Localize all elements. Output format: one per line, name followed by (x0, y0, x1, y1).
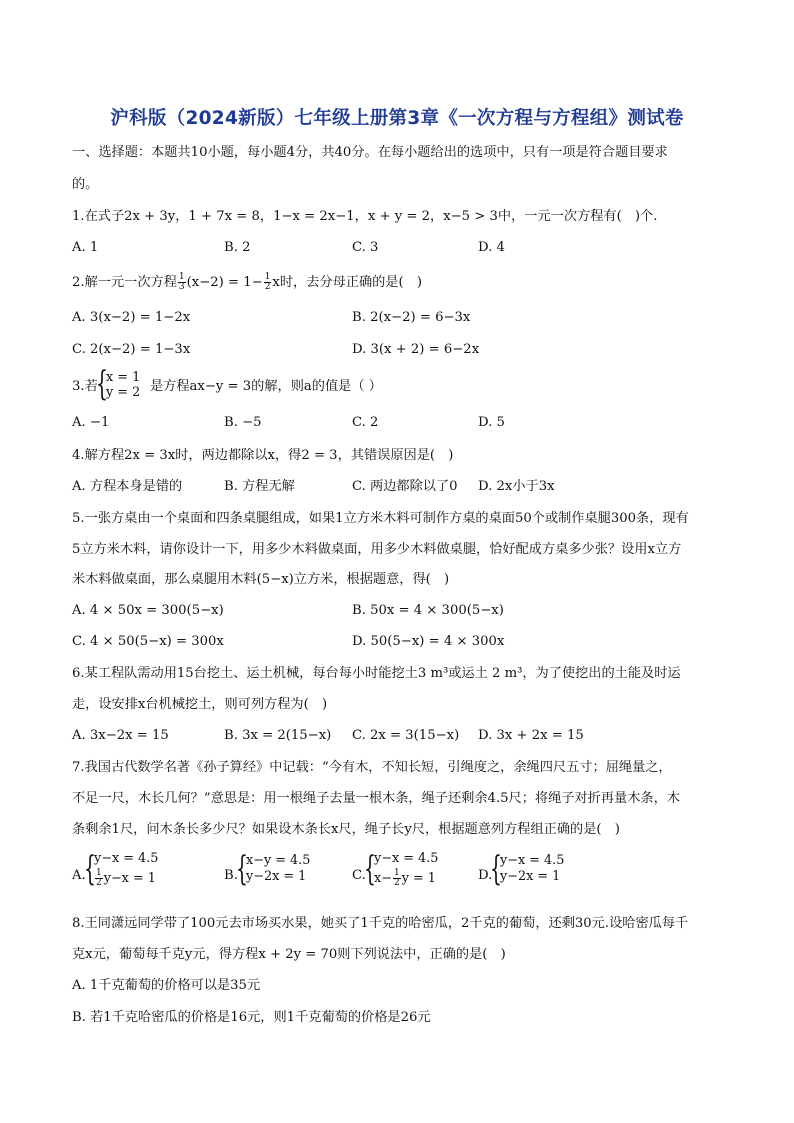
q5-stem-line2: 5立方米木料，请你设计一下，用多少木料做桌面，用多少木料做桌腿，恰好配成方桌多少张？设用x立方 (72, 542, 682, 557)
q7-option-a-row-2-text: y−x = 1 (103, 871, 156, 886)
q3-stem-part-b: 是方程ax−y = 3的解，则a的值是（ ） (150, 379, 382, 394)
q7-option-b-label: B. (224, 868, 238, 883)
q1-stem: 1.在式子2x + 3y，1 + 7x = 8，1−x = 2x−1，x + y = 2，x−5 > 3中，一元一次方程有( )个. (72, 209, 658, 224)
q7-option-d-row-2: y−2x = 1 (500, 869, 561, 884)
q5-option-a: A. 4 × 50x = 300(5−x) (72, 603, 224, 618)
q4-option-b: B. 方程无解 (224, 479, 295, 494)
q7-option-d-row-1: y−x = 4.5 (500, 853, 565, 868)
q8-stem-line1: 8.王同潇远同学带了100元去市场买水果，她买了1千克的哈密瓜，2千克的葡萄，还剩30元.设哈密瓜每千 (72, 916, 689, 931)
q7-option-c-system (364, 850, 464, 890)
q3-system-row-1: x = 1 (106, 370, 141, 385)
q7-option-c-label: C. (352, 868, 366, 883)
q7-stem-line1: 7.我国古代数学名著《孙子算经》中记载：“今有木，不知长短，引绳度之，余绳四尺五寸；屈绳量之， (72, 760, 672, 775)
q7-option-a-fraction-numerator: 1 (96, 868, 102, 878)
q6-option-d: D. 3x + 2x = 15 (478, 728, 584, 743)
q2-fraction-1-denominator: 3 (178, 282, 185, 292)
q5-option-b: B. 50x = 4 × 300(5−x) (352, 603, 504, 618)
q3-option-d: D. 5 (478, 415, 505, 430)
q2-stem (72, 273, 726, 293)
q8-option-a: A. 1千克葡萄的价格可以是35元 (72, 978, 261, 993)
q2-fraction-2 (264, 273, 272, 292)
q7-option-a-row-2 (94, 869, 156, 888)
section-instructions-line1: 一、选择题：本题共10小题，每小题4分，共40分。在每小题给出的选项中，只有一项是符合题目要求 (72, 145, 668, 160)
q7-option-c-fraction-numerator: 1 (393, 868, 400, 878)
q7-option-a-brace: { (84, 849, 96, 889)
q2-stem-part-b: (x−2) = 1− (186, 275, 263, 290)
q7-option-b-brace: { (236, 849, 248, 889)
q7-option-d-system (490, 850, 590, 890)
q4-stem: 4.解方程2x = 3x时，两边都除以x，得2 = 3，其错误原因是( ) (72, 448, 454, 463)
q7-option-b-row-1: x−y = 4.5 (246, 853, 311, 868)
q3-stem-part-a: 3.若 (72, 379, 98, 394)
q1-option-d: D. 4 (478, 240, 505, 255)
q2-stem-part-c: x时，去分母正确的是( ) (272, 275, 423, 290)
q3-option-b: B. −5 (224, 415, 262, 430)
q7-option-c-row-2-part-a: x− (374, 871, 392, 886)
q2-fraction-1-numerator: 1 (178, 272, 185, 282)
page-title: 沪科版（2024新版）七年级上册第3章《一次方程与方程组》测试卷 (110, 108, 684, 129)
q2-fraction-2-denominator: 2 (264, 282, 271, 292)
q7-option-c-fraction (393, 869, 401, 888)
q7-option-a-label: A. (72, 868, 86, 883)
section-instructions-line2: 的。 (72, 177, 99, 192)
q2-fraction-1 (178, 273, 186, 292)
q7-option-b-system (236, 850, 336, 890)
q3-equation-system (96, 364, 156, 404)
q6-stem-line2: 走，设安排x台机械挖土，则可列方程为( ) (72, 697, 328, 712)
q1-option-a: A. 1 (72, 240, 99, 255)
q3-option-a: A. −1 (72, 415, 110, 430)
q2-stem-part-a: 2.解一元一次方程 (72, 275, 177, 290)
q6-option-c: C. 2x = 3(15−x) (352, 728, 460, 743)
q7-option-a-fraction (95, 869, 103, 888)
q8-stem-line2: 克x元，葡萄每千克y元，得方程x + 2y = 70则下列说法中，正确的是( ) (72, 947, 506, 962)
q2-option-a: A. 3(x−2) = 1−2x (72, 310, 191, 325)
q6-stem-line1: 6.某工程队需动用15台挖土、运土机械，每台每小时能挖土3 m³或运土 2 m³，为了使挖出的土能及时运 (72, 666, 681, 681)
q7-option-c-row-1: y−x = 4.5 (374, 851, 439, 866)
q5-option-d: D. 50(5−x) = 4 × 300x (352, 634, 505, 649)
q7-stem-line2: 不足一尺，木长几何？”意思是：用一根绳子去量一根木条，绳子还剩余4.5尺；将绳子对折再量木条，木 (72, 791, 680, 806)
q7-option-c-brace: { (364, 849, 376, 889)
q4-option-a: A. 方程本身是错的 (72, 479, 183, 494)
q2-option-c: C. 2(x−2) = 1−3x (72, 342, 191, 357)
q5-stem-line1: 5.一张方桌由一个桌面和四条桌腿组成，如果1立方米木料可制作方桌的桌面50个或制作桌腿300条，现有 (72, 511, 689, 526)
q3-option-c: C. 2 (352, 415, 379, 430)
q6-option-a: A. 3x−2x = 15 (72, 728, 169, 743)
q7-option-a-row-1: y−x = 4.5 (94, 851, 159, 866)
q7-option-a-system (84, 850, 214, 890)
q2-option-b: B. 2(x−2) = 6−3x (352, 310, 471, 325)
q7-option-a-fraction-denominator: 2 (96, 878, 102, 888)
q3-system-row-2: y = 2 (106, 385, 141, 400)
q4-option-c: C. 两边都除以了0 (352, 479, 458, 494)
q7-option-d-label: D. (478, 868, 493, 883)
q2-option-d: D. 3(x + 2) = 6−2x (352, 342, 480, 357)
q7-option-d-brace: { (490, 849, 502, 889)
q5-option-c: C. 4 × 50(5−x) = 300x (72, 634, 224, 649)
q8-option-b: B. 若1千克哈密瓜的价格是16元，则1千克葡萄的价格是26元 (72, 1010, 431, 1025)
q4-option-d: D. 2x小于3x (478, 479, 555, 494)
q7-option-c-fraction-denominator: 2 (393, 878, 400, 888)
q7-stem-line3: 条剩余1尺，问木条长多少尺？如果设木条长x尺，绳子长y尺，根据题意列方程组正确的是( ) (72, 822, 620, 837)
q7-option-c-row-2-part-b: y = 1 (401, 871, 436, 886)
q6-option-b: B. 3x = 2(15−x) (224, 728, 332, 743)
q1-option-c: C. 3 (352, 240, 379, 255)
q7-option-c-row-2 (374, 869, 436, 888)
q7-option-b-row-2: y−2x = 1 (246, 869, 307, 884)
q5-stem-line3: 米木料做桌面，那么桌腿用木料(5−x)立方米，根据题意，得( ) (72, 572, 450, 587)
q1-option-b: B. 2 (224, 240, 251, 255)
q2-fraction-2-numerator: 1 (264, 272, 271, 282)
q3-brace: { (96, 364, 108, 404)
